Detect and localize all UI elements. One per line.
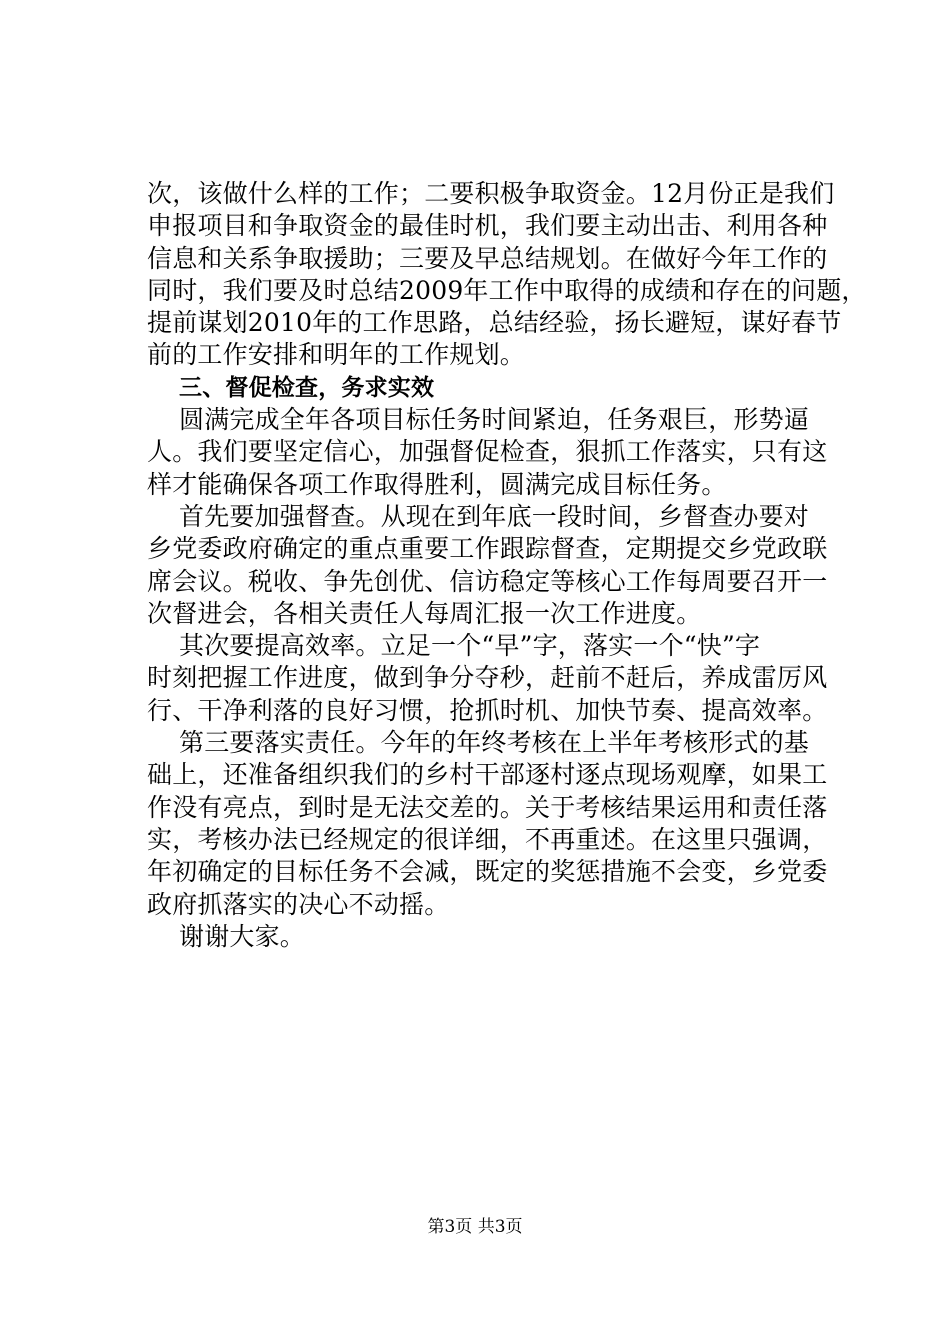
body-line: 政府抓落实的决心不动摇。 bbox=[147, 889, 450, 919]
body-line: 础上，还准备组织我们的乡村干部逐村逐点现场观摩，如果工 bbox=[147, 760, 828, 790]
page-number: 第3页 共3页 bbox=[427, 1217, 523, 1237]
section-heading: 三、督促检查，务求实效 bbox=[179, 374, 435, 401]
body-line: 前的工作安排和明年的工作规划。 bbox=[147, 340, 526, 370]
body-line: 申报项目和争取资金的最佳时机，我们要主动出击、利用各种 bbox=[147, 211, 828, 241]
body-line: 行、干净利落的良好习惯，抢抓时机、加快节奏、提高效率。 bbox=[147, 695, 828, 725]
body-line: 信息和关系争取援助；三要及早总结规划。在做好今年工作的 bbox=[147, 243, 828, 273]
closing-line: 谢谢大家。 bbox=[179, 921, 306, 951]
body-line: 同时，我们要及时总结2009年工作中取得的成绩和存在的问题， bbox=[147, 275, 867, 305]
document-body bbox=[147, 178, 867, 953]
body-line: 作没有亮点，到时是无法交差的。关于考核结果运用和责任落 bbox=[147, 792, 828, 822]
page-footer bbox=[0, 1215, 950, 1239]
body-line: 时刻把握工作进度，做到争分夺秒，赶前不赶后，养成雷厉风 bbox=[147, 663, 828, 693]
body-line: 次督进会，各相关责任人每周汇报一次工作进度。 bbox=[147, 598, 702, 628]
body-line: 实，考核办法已经规定的很详细，不再重述。在这里只强调， bbox=[147, 824, 828, 854]
body-line: 提前谋划2010年的工作思路，总结经验，扬长避短，谋好春节 bbox=[147, 308, 842, 338]
body-line: 年初确定的目标任务不会减，既定的奖惩措施不会变，乡党委 bbox=[147, 857, 828, 887]
body-line: 次，该做什么样的工作；二要积极争取资金。12月份正是我们 bbox=[147, 179, 835, 208]
body-line: 第三要落实责任。今年的年终考核在上半年考核形式的基 bbox=[179, 728, 810, 758]
body-line: 人。我们要坚定信心，加强督促检查，狠抓工作落实，只有这 bbox=[147, 437, 828, 467]
body-line: 样才能确保各项工作取得胜利，圆满完成目标任务。 bbox=[147, 469, 727, 499]
body-line: 其次要提高效率。立足一个“早”字，落实一个“快”字 bbox=[179, 631, 761, 661]
body-line: 乡党委政府确定的重点重要工作跟踪督查，定期提交乡党政联 bbox=[147, 534, 828, 564]
body-line: 圆满完成全年各项目标任务时间紧迫，任务艰巨，形势逼 bbox=[179, 405, 810, 435]
body-line: 首先要加强督查。从现在到年底一段时间，乡督查办要对 bbox=[179, 501, 810, 531]
body-line: 席会议。税收、争先创优、信访稳定等核心工作每周要召开一 bbox=[147, 566, 828, 596]
